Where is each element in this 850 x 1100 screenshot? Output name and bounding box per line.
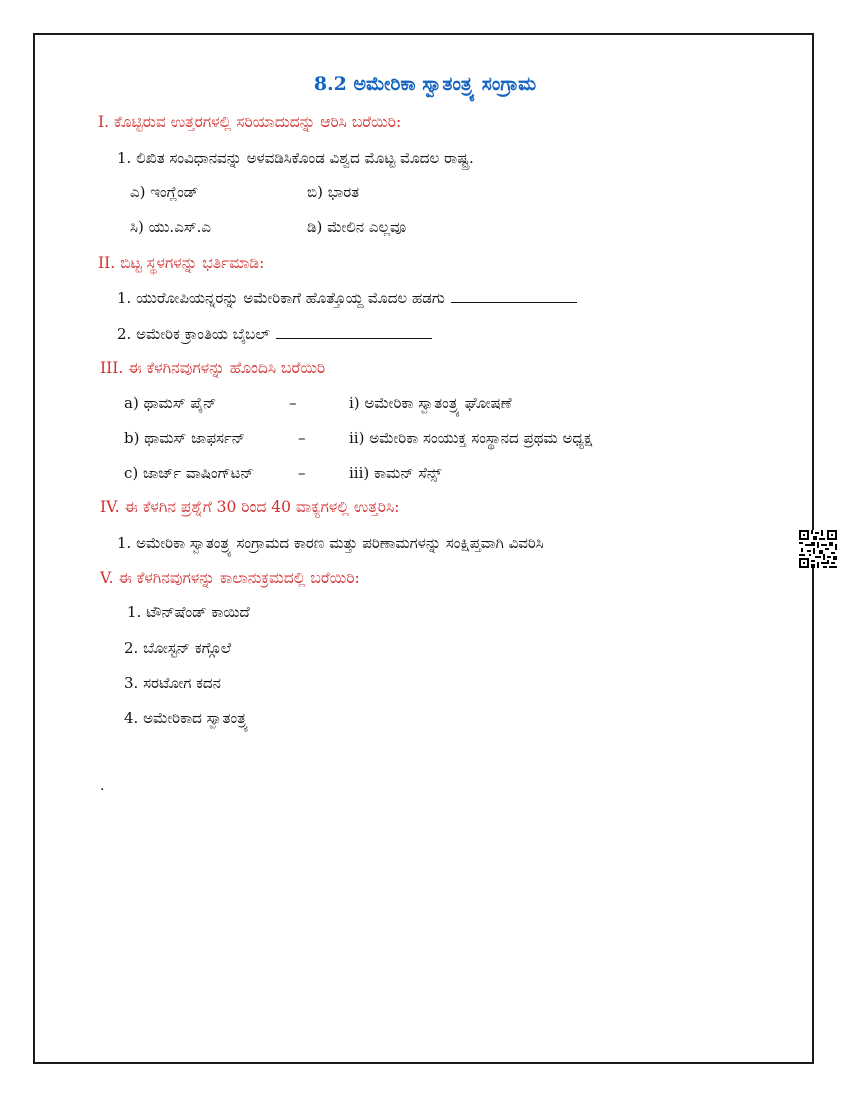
page-title: 8.2 ಅಮೇರಿಕಾ ಸ್ವಾತಂತ್ರ್ಯ ಸಂಗ್ರಾಮ [313,73,537,95]
fill-blank-2 [117,324,432,343]
fill-blank-2-text: 2. ಅಮೇರಿಕ ಕ್ರಾಂತಿಯ ಬೈಬಲ್ [117,325,270,343]
match-dash: – [289,394,297,412]
section-3-heading: III. ಈ ಕೆಳಗಿನವುಗಳನ್ನು ಹೊಂದಿಸಿ ಬರೆಯಿರಿ [100,359,326,377]
option-a: ಎ) ಇಂಗ್ಲೆಂಡ್ [130,183,199,201]
chronology-item-2: 2. ಬೋಸ್ಟನ್ ಕಗ್ಗೊಲೆ [124,639,232,657]
section-4-heading: IV. ಈ ಕೆಳಗಿನ ಪ್ರಶ್ನೆಗೆ 30 ರಿಂದ 40 ವಾಕ್ಯಗಳಲ್ಲಿ ಉತ್ತರಿಸಿ: [100,498,400,516]
match-dash: – [298,429,306,447]
stray-dot: . [100,778,105,794]
answer-blank-2[interactable] [276,324,432,339]
fill-blank-1 [117,288,577,307]
section-4-question: 1. ಅಮೇರಿಕಾ ಸ್ವಾತಂತ್ರ್ಯ ಸಂಗ್ರಾಮದ ಕಾರಣ ಮತ್ತು ಪರಿಣಾಮಗಳನ್ನು ಸಂಕ್ಷಿಪ್ತವಾಗಿ ವಿವರಿಸಿ [117,534,544,552]
section-1-heading: I. ಕೊಟ್ಟಿರುವ ಉತ್ತರಗಳಲ್ಲಿ ಸರಿಯಾದುದನ್ನು ಆರಿಸಿ ಬರೆಯಿರಿ: [98,113,402,131]
match-left-a: a) ಥಾಮಸ್ ಪೈನ್ [124,394,217,412]
answer-blank-1[interactable] [451,288,577,303]
chronology-item-4: 4. ಅಮೇರಿಕಾದ ಸ್ವಾತಂತ್ರ್ಯ [124,709,249,727]
section-5-heading: V. ಈ ಕೆಳಗಿನವುಗಳನ್ನು ಕಾಲಾನುಕ್ರಮದಲ್ಲಿ ಬರೆಯಿರಿ: [100,569,360,587]
option-d: ಡಿ) ಮೇಲಿನ ಎಲ್ಲವೂ [307,218,407,236]
section-2-heading: II. ಬಿಟ್ಟ ಸ್ಥಳಗಳನ್ನು ಭರ್ತಿಮಾಡಿ: [98,254,265,272]
match-right-ii: ii) ಅಮೇರಿಕಾ ಸಂಯುಕ್ತ ಸಂಸ್ಥಾನದ ಪ್ರಥಮ ಅಧ್ಯಕ್ಷ [349,429,593,447]
option-c: ಸಿ) ಯು.ಎಸ್.ಎ [130,218,212,236]
fill-blank-1-text: 1. ಯುರೋಪಿಯನ್ನರನ್ನು ಅಮೇರಿಕಾಗೆ ಹೊತ್ತೊಯ್ದ ಮೊದಲ ಹಡಗು [117,289,445,307]
match-left-c: c) ಜಾರ್ಜ್ ವಾಷಿಂಗ್‌ಟನ್ [124,464,254,482]
qr-code-icon[interactable] [799,530,837,568]
match-right-iii: iii) ಕಾಮನ್ ಸೆನ್ಸ್ [349,464,442,482]
match-dash: – [298,464,306,482]
chronology-item-1: 1. ಟೌನ್‌ಷೆಂಡ್ ಕಾಯಿದೆ [127,603,250,621]
match-right-i: i) ಅಮೇರಿಕಾ ಸ್ವಾತಂತ್ರ್ಯ ಘೋಷಣೆ [349,394,512,412]
match-left-b: b) ಥಾಮಸ್ ಜಾಫರ್ಸನ್ [124,429,245,447]
section-1-question: 1. ಲಿಖಿತ ಸಂವಿಧಾನವನ್ನು ಅಳವಡಿಸಿಕೊಂಡ ವಿಶ್ವದ ಮೊಟ್ಟ ಮೊದಲ ರಾಷ್ಟ್ರ. [117,149,474,167]
chronology-item-3: 3. ಸರಟೋಗ ಕದನ [124,674,221,692]
option-b: ಬಿ) ಭಾರತ [307,183,360,201]
